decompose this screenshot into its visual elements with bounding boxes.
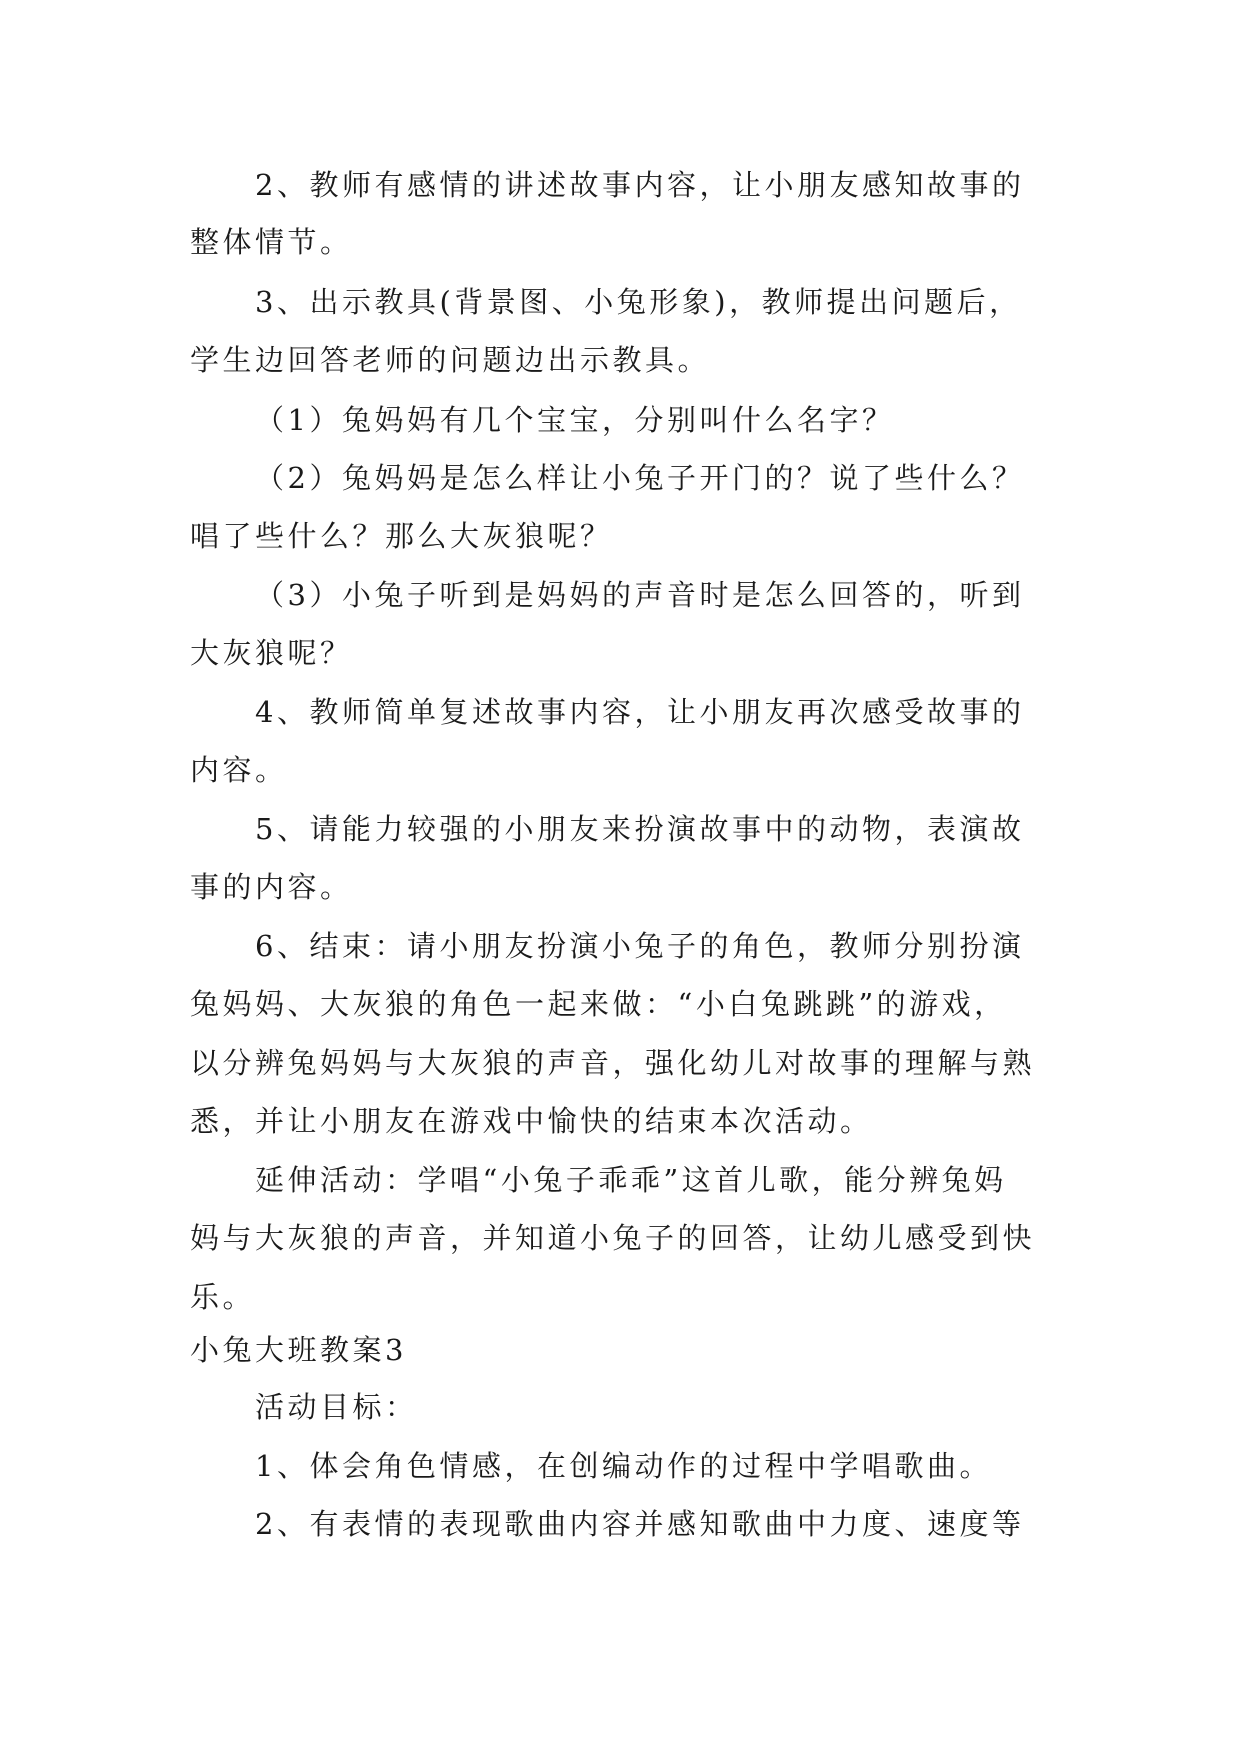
paragraph-line: （1）兔妈妈有几个宝宝，分别叫什么名字？ <box>255 403 895 437</box>
paragraph-line: 2、教师有感情的讲述故事内容，让小朋友感知故事的 <box>255 168 1025 202</box>
paragraph-line: （3）小兔子听到是妈妈的声音时是怎么回答的，听到 <box>255 578 1025 612</box>
section-heading: 小兔大班教案3 <box>190 1333 407 1367</box>
paragraph-line: 3、出示教具(背景图、小兔形象)，教师提出问题后， <box>255 285 1022 319</box>
paragraph-line: 妈与大灰狼的声音，并知道小兔子的回答，让幼儿感受到快 <box>190 1221 1036 1255</box>
paragraph-line: 悉，并让小朋友在游戏中愉快的结束本次活动。 <box>190 1104 873 1138</box>
paragraph-line: 4、教师简单复述故事内容，让小朋友再次感受故事的 <box>255 695 1025 729</box>
paragraph-line: 乐。 <box>190 1280 256 1314</box>
paragraph-line: 大灰狼呢？ <box>190 636 353 670</box>
paragraph-line: 整体情节。 <box>190 225 353 259</box>
paragraph-line: 学生边回答老师的问题边出示教具。 <box>190 343 711 377</box>
paragraph-line: 兔妈妈、大灰狼的角色一起来做：“小白兔跳跳”的游戏， <box>190 987 1007 1021</box>
paragraph-line: 1、体会角色情感，在创编动作的过程中学唱歌曲。 <box>255 1449 992 1483</box>
paragraph-line: 唱了些什么？那么大灰狼呢？ <box>190 519 613 553</box>
paragraph-line: 2、有表情的表现歌曲内容并感知歌曲中力度、速度等 <box>255 1507 1025 1541</box>
paragraph-line: 延伸活动：学唱“小兔子乖乖”这首儿歌，能分辨兔妈 <box>255 1163 1007 1197</box>
paragraph-line: 6、结束：请小朋友扮演小兔子的角色，教师分别扮演 <box>255 929 1025 963</box>
paragraph-line: 以分辨兔妈妈与大灰狼的声音，强化幼儿对故事的理解与熟 <box>190 1046 1036 1080</box>
paragraph-line: （2）兔妈妈是怎么样让小兔子开门的？说了些什么？ <box>255 461 1025 495</box>
paragraph-line: 5、请能力较强的小朋友来扮演故事中的动物，表演故 <box>255 812 1025 846</box>
paragraph-line: 活动目标： <box>255 1390 418 1424</box>
paragraph-line: 内容。 <box>190 753 288 787</box>
paragraph-line: 事的内容。 <box>190 870 353 904</box>
